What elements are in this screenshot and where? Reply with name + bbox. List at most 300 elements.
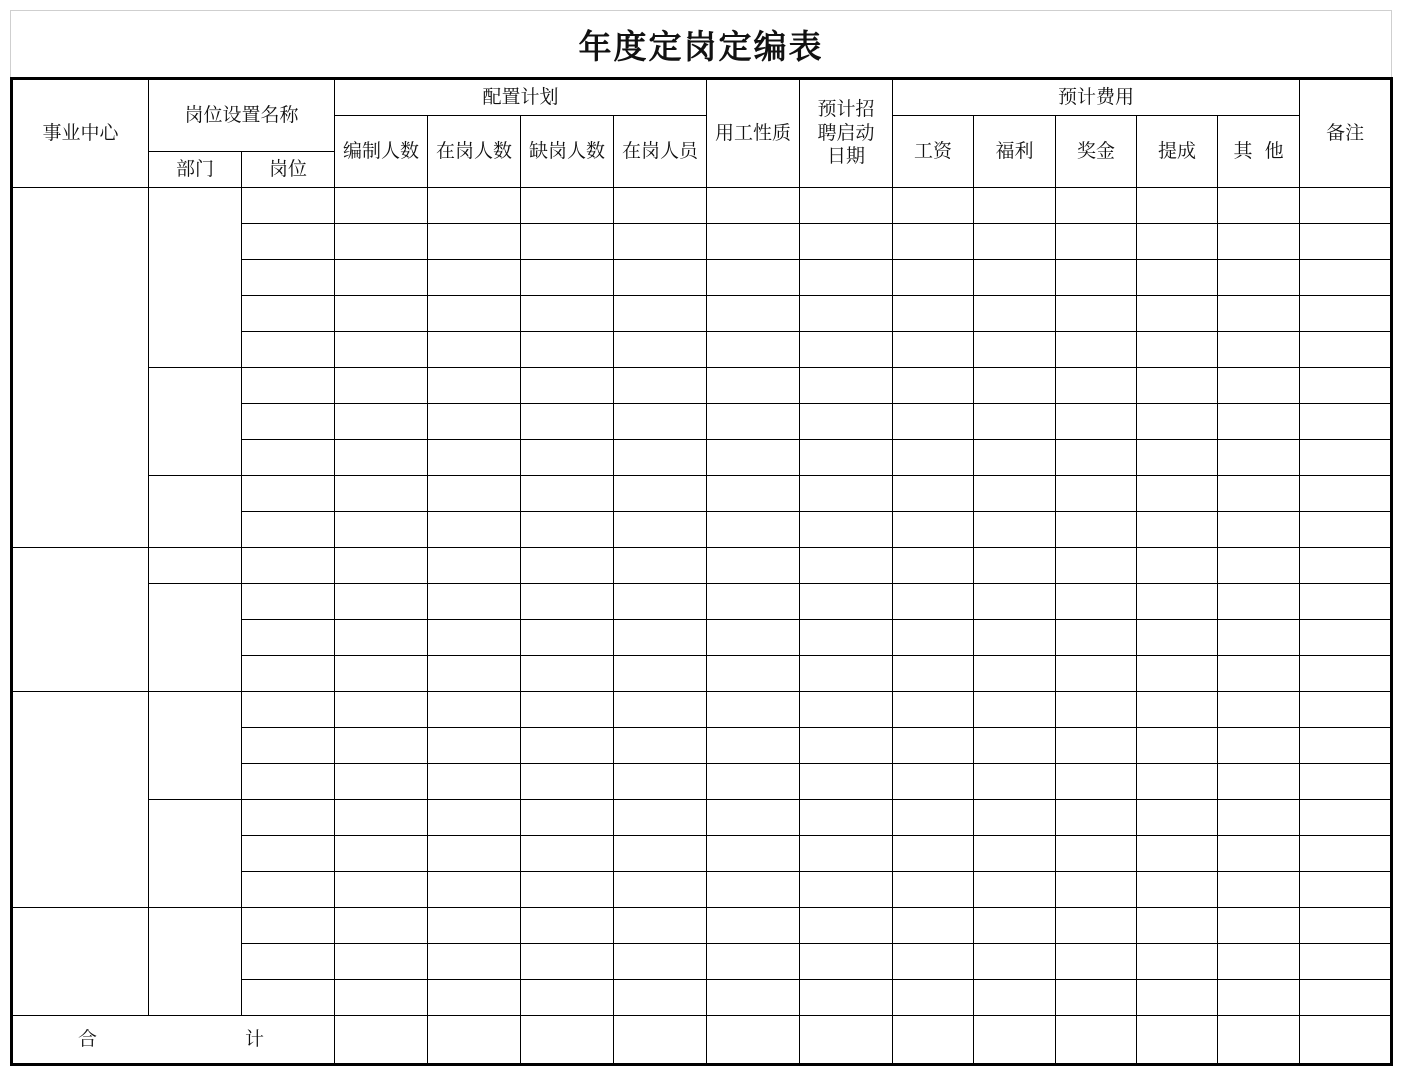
data-cell[interactable] xyxy=(893,260,974,296)
data-cell[interactable] xyxy=(1137,836,1218,872)
total-cell[interactable] xyxy=(335,1016,428,1065)
data-cell[interactable] xyxy=(1218,692,1300,728)
data-cell[interactable] xyxy=(1300,764,1392,800)
post-cell[interactable] xyxy=(242,620,335,656)
data-cell[interactable] xyxy=(335,224,428,260)
data-cell[interactable] xyxy=(614,980,707,1016)
data-cell[interactable] xyxy=(521,332,614,368)
data-cell[interactable] xyxy=(707,512,800,548)
data-cell[interactable] xyxy=(1300,188,1392,224)
post-cell[interactable] xyxy=(242,260,335,296)
data-cell[interactable] xyxy=(521,728,614,764)
data-cell[interactable] xyxy=(1056,908,1137,944)
data-cell[interactable] xyxy=(974,512,1056,548)
data-cell[interactable] xyxy=(893,584,974,620)
post-cell[interactable] xyxy=(242,548,335,584)
data-cell[interactable] xyxy=(800,368,893,404)
data-cell[interactable] xyxy=(614,404,707,440)
data-cell[interactable] xyxy=(335,656,428,692)
data-cell[interactable] xyxy=(893,368,974,404)
data-cell[interactable] xyxy=(1056,260,1137,296)
data-cell[interactable] xyxy=(800,728,893,764)
data-cell[interactable] xyxy=(521,656,614,692)
business-center-cell[interactable] xyxy=(12,188,149,548)
total-cell[interactable] xyxy=(800,1016,893,1065)
data-cell[interactable] xyxy=(1218,836,1300,872)
data-cell[interactable] xyxy=(335,908,428,944)
data-cell[interactable] xyxy=(1218,440,1300,476)
post-cell[interactable] xyxy=(242,368,335,404)
data-cell[interactable] xyxy=(1137,476,1218,512)
data-cell[interactable] xyxy=(707,656,800,692)
data-cell[interactable] xyxy=(1218,368,1300,404)
data-cell[interactable] xyxy=(1300,728,1392,764)
data-cell[interactable] xyxy=(800,548,893,584)
data-cell[interactable] xyxy=(893,440,974,476)
post-cell[interactable] xyxy=(242,476,335,512)
data-cell[interactable] xyxy=(428,836,521,872)
data-cell[interactable] xyxy=(974,224,1056,260)
data-cell[interactable] xyxy=(800,512,893,548)
data-cell[interactable] xyxy=(893,476,974,512)
data-cell[interactable] xyxy=(974,728,1056,764)
data-cell[interactable] xyxy=(1056,980,1137,1016)
data-cell[interactable] xyxy=(335,620,428,656)
data-cell[interactable] xyxy=(521,188,614,224)
data-cell[interactable] xyxy=(614,224,707,260)
data-cell[interactable] xyxy=(1300,584,1392,620)
data-cell[interactable] xyxy=(800,980,893,1016)
post-cell[interactable] xyxy=(242,692,335,728)
data-cell[interactable] xyxy=(893,692,974,728)
data-cell[interactable] xyxy=(1056,440,1137,476)
data-cell[interactable] xyxy=(1137,548,1218,584)
data-cell[interactable] xyxy=(1300,440,1392,476)
data-cell[interactable] xyxy=(974,872,1056,908)
data-cell[interactable] xyxy=(893,224,974,260)
total-cell[interactable] xyxy=(428,1016,521,1065)
data-cell[interactable] xyxy=(1300,548,1392,584)
data-cell[interactable] xyxy=(1056,296,1137,332)
data-cell[interactable] xyxy=(335,476,428,512)
data-cell[interactable] xyxy=(428,368,521,404)
data-cell[interactable] xyxy=(1218,512,1300,548)
data-cell[interactable] xyxy=(707,800,800,836)
data-cell[interactable] xyxy=(1137,980,1218,1016)
data-cell[interactable] xyxy=(974,404,1056,440)
data-cell[interactable] xyxy=(893,872,974,908)
data-cell[interactable] xyxy=(1218,908,1300,944)
data-cell[interactable] xyxy=(1137,224,1218,260)
data-cell[interactable] xyxy=(707,872,800,908)
data-cell[interactable] xyxy=(428,872,521,908)
data-cell[interactable] xyxy=(521,224,614,260)
data-cell[interactable] xyxy=(893,548,974,584)
data-cell[interactable] xyxy=(614,728,707,764)
data-cell[interactable] xyxy=(614,908,707,944)
department-cell[interactable] xyxy=(149,476,242,548)
data-cell[interactable] xyxy=(1137,620,1218,656)
data-cell[interactable] xyxy=(614,332,707,368)
data-cell[interactable] xyxy=(428,656,521,692)
data-cell[interactable] xyxy=(974,692,1056,728)
department-cell[interactable] xyxy=(149,368,242,476)
data-cell[interactable] xyxy=(614,368,707,404)
data-cell[interactable] xyxy=(521,800,614,836)
post-cell[interactable] xyxy=(242,440,335,476)
data-cell[interactable] xyxy=(1300,476,1392,512)
data-cell[interactable] xyxy=(614,656,707,692)
data-cell[interactable] xyxy=(800,764,893,800)
data-cell[interactable] xyxy=(707,188,800,224)
data-cell[interactable] xyxy=(428,188,521,224)
data-cell[interactable] xyxy=(1137,296,1218,332)
data-cell[interactable] xyxy=(893,980,974,1016)
data-cell[interactable] xyxy=(1300,908,1392,944)
data-cell[interactable] xyxy=(1300,656,1392,692)
total-cell[interactable] xyxy=(1137,1016,1218,1065)
data-cell[interactable] xyxy=(1300,224,1392,260)
data-cell[interactable] xyxy=(335,512,428,548)
data-cell[interactable] xyxy=(521,980,614,1016)
data-cell[interactable] xyxy=(974,980,1056,1016)
data-cell[interactable] xyxy=(974,476,1056,512)
data-cell[interactable] xyxy=(800,404,893,440)
data-cell[interactable] xyxy=(1056,728,1137,764)
data-cell[interactable] xyxy=(428,800,521,836)
data-cell[interactable] xyxy=(428,728,521,764)
data-cell[interactable] xyxy=(428,944,521,980)
data-cell[interactable] xyxy=(1300,980,1392,1016)
data-cell[interactable] xyxy=(1137,728,1218,764)
data-cell[interactable] xyxy=(707,296,800,332)
data-cell[interactable] xyxy=(428,620,521,656)
data-cell[interactable] xyxy=(1137,440,1218,476)
post-cell[interactable] xyxy=(242,980,335,1016)
data-cell[interactable] xyxy=(521,872,614,908)
data-cell[interactable] xyxy=(1056,224,1137,260)
data-cell[interactable] xyxy=(521,260,614,296)
business-center-cell[interactable] xyxy=(12,692,149,908)
data-cell[interactable] xyxy=(428,332,521,368)
data-cell[interactable] xyxy=(521,836,614,872)
post-cell[interactable] xyxy=(242,188,335,224)
data-cell[interactable] xyxy=(1218,764,1300,800)
data-cell[interactable] xyxy=(707,260,800,296)
data-cell[interactable] xyxy=(1218,944,1300,980)
data-cell[interactable] xyxy=(707,620,800,656)
total-cell[interactable] xyxy=(707,1016,800,1065)
post-cell[interactable] xyxy=(242,728,335,764)
post-cell[interactable] xyxy=(242,332,335,368)
department-cell[interactable] xyxy=(149,548,242,584)
data-cell[interactable] xyxy=(1137,584,1218,620)
data-cell[interactable] xyxy=(521,764,614,800)
data-cell[interactable] xyxy=(800,836,893,872)
data-cell[interactable] xyxy=(614,620,707,656)
data-cell[interactable] xyxy=(1218,404,1300,440)
data-cell[interactable] xyxy=(800,944,893,980)
data-cell[interactable] xyxy=(707,944,800,980)
data-cell[interactable] xyxy=(974,188,1056,224)
data-cell[interactable] xyxy=(707,764,800,800)
data-cell[interactable] xyxy=(521,476,614,512)
data-cell[interactable] xyxy=(1300,512,1392,548)
data-cell[interactable] xyxy=(1137,800,1218,836)
post-cell[interactable] xyxy=(242,872,335,908)
data-cell[interactable] xyxy=(974,656,1056,692)
data-cell[interactable] xyxy=(1218,872,1300,908)
data-cell[interactable] xyxy=(1056,512,1137,548)
data-cell[interactable] xyxy=(1218,260,1300,296)
total-cell[interactable] xyxy=(974,1016,1056,1065)
post-cell[interactable] xyxy=(242,296,335,332)
data-cell[interactable] xyxy=(893,188,974,224)
data-cell[interactable] xyxy=(974,260,1056,296)
data-cell[interactable] xyxy=(335,764,428,800)
data-cell[interactable] xyxy=(974,548,1056,584)
data-cell[interactable] xyxy=(614,872,707,908)
data-cell[interactable] xyxy=(1300,368,1392,404)
data-cell[interactable] xyxy=(1056,332,1137,368)
data-cell[interactable] xyxy=(1218,656,1300,692)
data-cell[interactable] xyxy=(1137,188,1218,224)
data-cell[interactable] xyxy=(1218,224,1300,260)
data-cell[interactable] xyxy=(1056,548,1137,584)
data-cell[interactable] xyxy=(614,476,707,512)
data-cell[interactable] xyxy=(1137,944,1218,980)
data-cell[interactable] xyxy=(893,620,974,656)
data-cell[interactable] xyxy=(800,188,893,224)
data-cell[interactable] xyxy=(1218,728,1300,764)
business-center-cell[interactable] xyxy=(12,548,149,692)
department-cell[interactable] xyxy=(149,800,242,908)
data-cell[interactable] xyxy=(1300,836,1392,872)
data-cell[interactable] xyxy=(974,764,1056,800)
data-cell[interactable] xyxy=(800,440,893,476)
data-cell[interactable] xyxy=(800,476,893,512)
data-cell[interactable] xyxy=(1056,404,1137,440)
total-cell[interactable] xyxy=(1056,1016,1137,1065)
data-cell[interactable] xyxy=(335,548,428,584)
data-cell[interactable] xyxy=(428,548,521,584)
data-cell[interactable] xyxy=(1137,656,1218,692)
data-cell[interactable] xyxy=(521,296,614,332)
data-cell[interactable] xyxy=(614,836,707,872)
data-cell[interactable] xyxy=(614,548,707,584)
data-cell[interactable] xyxy=(893,908,974,944)
data-cell[interactable] xyxy=(428,584,521,620)
data-cell[interactable] xyxy=(335,368,428,404)
data-cell[interactable] xyxy=(521,440,614,476)
data-cell[interactable] xyxy=(707,980,800,1016)
data-cell[interactable] xyxy=(428,476,521,512)
data-cell[interactable] xyxy=(1300,332,1392,368)
data-cell[interactable] xyxy=(707,440,800,476)
data-cell[interactable] xyxy=(335,980,428,1016)
department-cell[interactable] xyxy=(149,584,242,692)
data-cell[interactable] xyxy=(428,224,521,260)
data-cell[interactable] xyxy=(974,368,1056,404)
data-cell[interactable] xyxy=(893,800,974,836)
post-cell[interactable] xyxy=(242,656,335,692)
data-cell[interactable] xyxy=(428,296,521,332)
data-cell[interactable] xyxy=(614,944,707,980)
data-cell[interactable] xyxy=(1218,584,1300,620)
data-cell[interactable] xyxy=(1056,368,1137,404)
data-cell[interactable] xyxy=(974,332,1056,368)
data-cell[interactable] xyxy=(893,836,974,872)
total-cell[interactable] xyxy=(614,1016,707,1065)
data-cell[interactable] xyxy=(1218,800,1300,836)
data-cell[interactable] xyxy=(800,584,893,620)
business-center-cell[interactable] xyxy=(12,908,149,1016)
data-cell[interactable] xyxy=(1300,296,1392,332)
data-cell[interactable] xyxy=(707,368,800,404)
data-cell[interactable] xyxy=(428,764,521,800)
department-cell[interactable] xyxy=(149,188,242,368)
data-cell[interactable] xyxy=(614,800,707,836)
data-cell[interactable] xyxy=(974,908,1056,944)
data-cell[interactable] xyxy=(707,692,800,728)
data-cell[interactable] xyxy=(893,296,974,332)
data-cell[interactable] xyxy=(521,368,614,404)
data-cell[interactable] xyxy=(335,872,428,908)
data-cell[interactable] xyxy=(335,296,428,332)
data-cell[interactable] xyxy=(1056,584,1137,620)
data-cell[interactable] xyxy=(1137,404,1218,440)
data-cell[interactable] xyxy=(614,764,707,800)
total-cell[interactable] xyxy=(1300,1016,1392,1065)
data-cell[interactable] xyxy=(800,332,893,368)
data-cell[interactable] xyxy=(428,512,521,548)
data-cell[interactable] xyxy=(335,836,428,872)
data-cell[interactable] xyxy=(428,692,521,728)
data-cell[interactable] xyxy=(974,944,1056,980)
data-cell[interactable] xyxy=(1300,872,1392,908)
data-cell[interactable] xyxy=(800,656,893,692)
data-cell[interactable] xyxy=(614,260,707,296)
data-cell[interactable] xyxy=(428,908,521,944)
data-cell[interactable] xyxy=(428,440,521,476)
data-cell[interactable] xyxy=(800,908,893,944)
post-cell[interactable] xyxy=(242,764,335,800)
data-cell[interactable] xyxy=(1300,404,1392,440)
data-cell[interactable] xyxy=(800,800,893,836)
data-cell[interactable] xyxy=(1137,872,1218,908)
data-cell[interactable] xyxy=(428,980,521,1016)
total-cell[interactable] xyxy=(893,1016,974,1065)
data-cell[interactable] xyxy=(521,512,614,548)
data-cell[interactable] xyxy=(893,512,974,548)
data-cell[interactable] xyxy=(707,224,800,260)
data-cell[interactable] xyxy=(428,404,521,440)
data-cell[interactable] xyxy=(1300,800,1392,836)
data-cell[interactable] xyxy=(707,584,800,620)
data-cell[interactable] xyxy=(1056,944,1137,980)
data-cell[interactable] xyxy=(335,944,428,980)
data-cell[interactable] xyxy=(614,512,707,548)
data-cell[interactable] xyxy=(1056,872,1137,908)
data-cell[interactable] xyxy=(1218,548,1300,584)
data-cell[interactable] xyxy=(335,188,428,224)
data-cell[interactable] xyxy=(893,764,974,800)
data-cell[interactable] xyxy=(800,872,893,908)
data-cell[interactable] xyxy=(1056,836,1137,872)
data-cell[interactable] xyxy=(893,944,974,980)
department-cell[interactable] xyxy=(149,692,242,800)
data-cell[interactable] xyxy=(1300,692,1392,728)
data-cell[interactable] xyxy=(1056,800,1137,836)
data-cell[interactable] xyxy=(614,440,707,476)
data-cell[interactable] xyxy=(335,440,428,476)
data-cell[interactable] xyxy=(335,260,428,296)
data-cell[interactable] xyxy=(1218,476,1300,512)
data-cell[interactable] xyxy=(614,188,707,224)
data-cell[interactable] xyxy=(800,692,893,728)
data-cell[interactable] xyxy=(614,692,707,728)
data-cell[interactable] xyxy=(1056,656,1137,692)
data-cell[interactable] xyxy=(1137,368,1218,404)
data-cell[interactable] xyxy=(893,656,974,692)
data-cell[interactable] xyxy=(974,584,1056,620)
data-cell[interactable] xyxy=(800,260,893,296)
data-cell[interactable] xyxy=(1300,944,1392,980)
data-cell[interactable] xyxy=(1137,260,1218,296)
data-cell[interactable] xyxy=(1056,188,1137,224)
data-cell[interactable] xyxy=(335,332,428,368)
data-cell[interactable] xyxy=(335,692,428,728)
data-cell[interactable] xyxy=(521,944,614,980)
data-cell[interactable] xyxy=(707,908,800,944)
data-cell[interactable] xyxy=(1056,764,1137,800)
data-cell[interactable] xyxy=(521,692,614,728)
data-cell[interactable] xyxy=(1137,764,1218,800)
data-cell[interactable] xyxy=(893,404,974,440)
data-cell[interactable] xyxy=(707,728,800,764)
data-cell[interactable] xyxy=(707,548,800,584)
data-cell[interactable] xyxy=(1218,332,1300,368)
post-cell[interactable] xyxy=(242,908,335,944)
data-cell[interactable] xyxy=(707,836,800,872)
data-cell[interactable] xyxy=(707,404,800,440)
data-cell[interactable] xyxy=(800,620,893,656)
post-cell[interactable] xyxy=(242,404,335,440)
data-cell[interactable] xyxy=(1218,620,1300,656)
total-cell[interactable] xyxy=(1218,1016,1300,1065)
post-cell[interactable] xyxy=(242,800,335,836)
data-cell[interactable] xyxy=(1137,512,1218,548)
data-cell[interactable] xyxy=(614,296,707,332)
data-cell[interactable] xyxy=(614,584,707,620)
data-cell[interactable] xyxy=(974,620,1056,656)
data-cell[interactable] xyxy=(974,296,1056,332)
data-cell[interactable] xyxy=(974,836,1056,872)
data-cell[interactable] xyxy=(974,440,1056,476)
data-cell[interactable] xyxy=(1300,260,1392,296)
total-cell[interactable] xyxy=(521,1016,614,1065)
post-cell[interactable] xyxy=(242,224,335,260)
data-cell[interactable] xyxy=(1218,188,1300,224)
data-cell[interactable] xyxy=(335,728,428,764)
data-cell[interactable] xyxy=(521,548,614,584)
data-cell[interactable] xyxy=(893,728,974,764)
data-cell[interactable] xyxy=(335,584,428,620)
data-cell[interactable] xyxy=(1300,620,1392,656)
data-cell[interactable] xyxy=(800,224,893,260)
post-cell[interactable] xyxy=(242,584,335,620)
data-cell[interactable] xyxy=(1137,692,1218,728)
